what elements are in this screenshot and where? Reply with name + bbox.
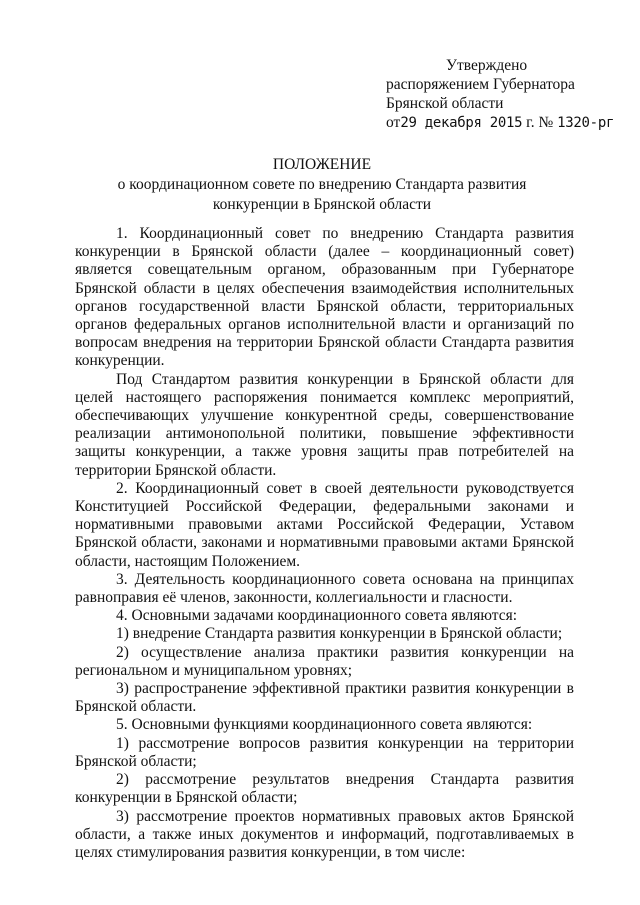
- title-subject-line-2: конкуренции в Брянской области: [212, 196, 432, 213]
- list-item: 3) рассмотрение проектов нормативных правовых актов Брянской области, а также иных документов и информаций, подготавливаемых в целях стимулирования развития конкуренции, в том числе:: [75, 807, 574, 861]
- approval-line-approved: Утверждено: [446, 57, 528, 74]
- list-item: 1) рассмотрение вопросов развития конкуренции на территории Брянской области;: [75, 734, 574, 770]
- approval-stamp: [386, 56, 626, 133]
- paragraph: 1. Координационный совет по внедрению Стандарта развития конкуренции в Брянской области (далее – координационный совет) является совещательным органом, образованным при Губернаторе Брянской области в целях обеспечения взаимодействия исполнительных органов государственной власти Брянской области, территориальных органов федеральных органов исполнительной власти и организаций по вопросам внедрения на территории Брянской области Стандарта развития конкуренции.: [75, 225, 574, 370]
- approval-line-by-order: распоряжением Губернатора: [386, 76, 575, 93]
- list-item: 1) внедрение Стандарта развития конкуренции в Брянской области;: [116, 625, 563, 643]
- paragraph: Под Стандартом развития конкуренции в Брянской области для целей настоящего распоряжения понимается комплекс мероприятий, обеспечивающих улучшение конкурентной среды, совершенствование реализации антимонопольной политики, повышение эффективности защиты конкуренции, а также уровня защиты прав потребителей на территории Брянской области.: [75, 370, 574, 479]
- approval-line-date-number: [386, 113, 626, 133]
- paragraph: 3. Деятельность координационного совета основана на принципах равноправия её членов, законности, коллегиальности и гласности.: [75, 570, 574, 607]
- paragraph: 5. Основными функциями координационного совета являются:: [116, 716, 533, 734]
- paragraph: 4. Основными задачами координационного совета являются:: [116, 607, 518, 625]
- number-sign: №: [538, 114, 554, 131]
- paragraph: 2. Координационный совет в своей деятельности руководствуется Конституцией Российской Федерации, федеральными законами и нормативными правовыми актами Российской Федерации, Уставом Брянской области, законами и нормативными правовыми актами Брянской области, настоящим Положением.: [75, 479, 574, 570]
- year-suffix: г.: [526, 114, 535, 131]
- date-prefix: от: [386, 114, 401, 131]
- document-body: [75, 225, 574, 862]
- title-heading: ПОЛОЖЕНИЕ: [272, 156, 372, 173]
- approval-date: 29 декабря 2015: [400, 115, 523, 131]
- approval-number: 1320-рг: [557, 115, 615, 131]
- list-item: 2) рассмотрение результатов внедрения Стандарта развития конкуренции в Брянской области;: [75, 771, 574, 807]
- list-item: 2) осуществление анализа практики развития конкуренции на региональном и муниципальном уровнях;: [75, 643, 574, 679]
- document-title: [110, 155, 534, 215]
- list-item: 3) распространение эффективной практики развития конкуренции в Брянской области.: [75, 680, 574, 716]
- approval-line-region: Брянской области: [386, 95, 504, 112]
- title-subject-line-1: о координационном совете по внедрению Стандарта развития: [117, 176, 527, 193]
